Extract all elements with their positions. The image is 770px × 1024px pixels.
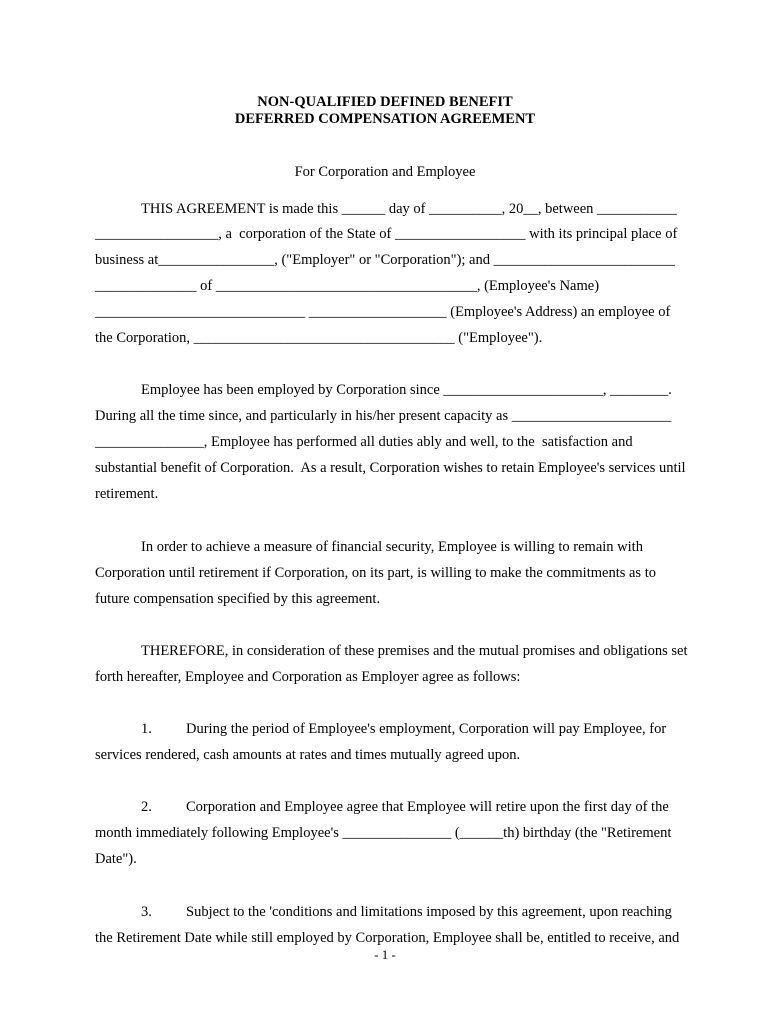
page-number: - 1 - — [374, 947, 396, 962]
intro-line-5: _____________________________ ___________________ (Employee's Address) an employee of — [95, 304, 671, 320]
clause-2-line-2: month immediately following Employee's _______________ (______th) birthday (the "Retirement — [95, 825, 672, 841]
clause-1-line-1: During the period of Employee's employment, Corporation will pay Employee, for — [186, 721, 667, 737]
clause-3-number: 3. — [141, 904, 152, 920]
intro-line-4: ______________ of ____________________________________, (Employee's Name) — [95, 278, 600, 294]
clause-2-number: 2. — [141, 799, 152, 815]
security-line-3: future compensation specified by this agreement. — [95, 591, 381, 607]
intro-line-1: THIS AGREEMENT is made this ______ day of __________, 20__, between ___________ — [141, 201, 677, 217]
clause-1-line-2: services rendered, cash amounts at rates and times mutually agreed upon. — [95, 747, 521, 763]
therefore-line-1: THEREFORE, in consideration of these premises and the mutual promises and obligations set — [141, 643, 688, 659]
employed-line-1: Employee has been employed by Corporation since ______________________, ________. — [141, 382, 672, 398]
employed-line-2: During all the time since, and particularly in his/her present capacity as ______________________ — [95, 408, 672, 424]
intro-line-3: business at________________, ("Employer" or "Corporation"); and _________________________ — [95, 252, 675, 268]
employed-line-5: retirement. — [95, 486, 159, 502]
clause-3-line-2: the Retirement Date while still employed by Corporation, Employee shall be, entitled to receive, and — [95, 930, 680, 946]
document-title-line-2: DEFERRED COMPENSATION AGREEMENT — [234, 111, 536, 127]
clause-2-line-1: Corporation and Employee agree that Employee will retire upon the first day of the — [186, 799, 669, 815]
clause-2-line-3: Date"). — [95, 851, 137, 867]
document-title-line-1: NON-QUALIFIED DEFINED BENEFIT — [257, 94, 513, 110]
clause-3-line-1: Subject to the 'conditions and limitations imposed by this agreement, upon reaching — [186, 904, 672, 920]
employed-line-4: substantial benefit of Corporation. As a result, Corporation wishes to retain Employee's services until — [95, 460, 686, 476]
security-line-2: Corporation until retirement if Corporation, on its part, is willing to make the commitments as to — [95, 565, 656, 581]
security-line-1: In order to achieve a measure of financial security, Employee is willing to remain with — [141, 539, 643, 555]
intro-line-6: the Corporation, ____________________________________ ("Employee"). — [95, 330, 543, 346]
therefore-line-2: forth hereafter, Employee and Corporation as Employer agree as follows: — [95, 669, 521, 685]
clause-1-number: 1. — [141, 721, 152, 737]
employed-line-3: _______________, Employee has performed all duties ably and well, to the satisfaction and — [95, 434, 633, 450]
intro-line-2: _________________, a corporation of the State of __________________ with its principal place of — [95, 226, 678, 242]
document-subtitle: For Corporation and Employee — [294, 164, 476, 180]
